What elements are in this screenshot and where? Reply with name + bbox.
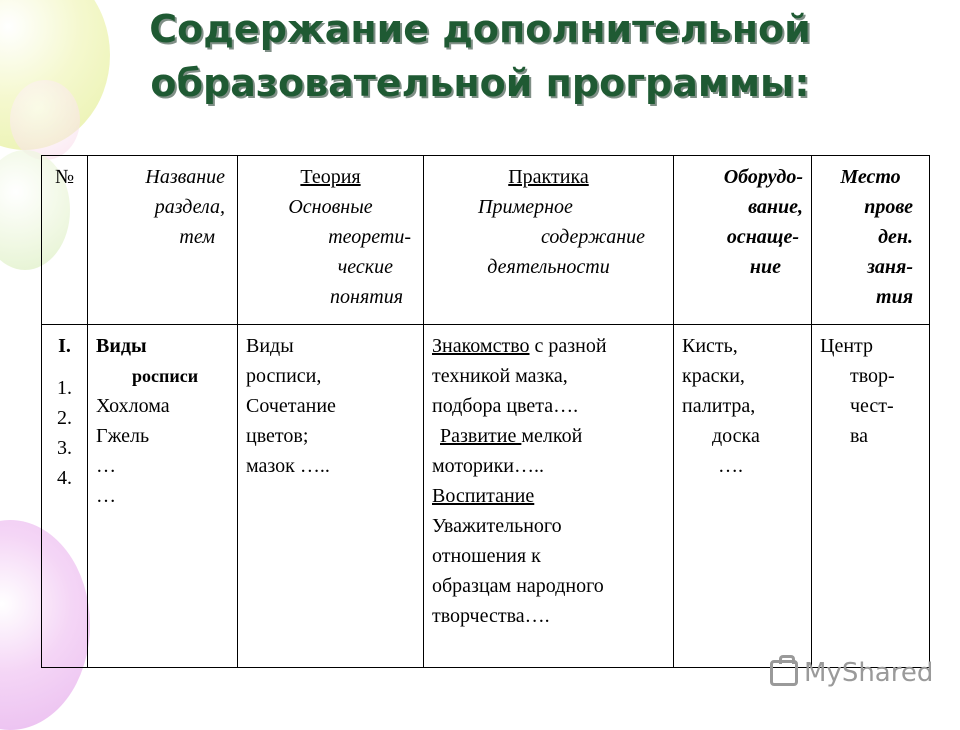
title-line-2: образовательной программы: [150,61,810,105]
table-header-row [42,156,930,325]
cell-equipment: Кисть, краски, палитра, доска …. [674,325,812,668]
header-practice: Практика Примерное содержание деятельности [424,156,674,325]
cell-place: Центр твор- чест- ва [812,325,930,668]
header-section-name: Название раздела, тем [88,156,238,325]
header-number: № [42,156,88,325]
watermark-text: MyShared [804,658,934,688]
cell-number: I. 1. 2. 3. 4. [42,325,88,668]
table-row [42,325,930,668]
header-theory: Теория Основные теорети- ческие понятия [238,156,424,325]
cell-section: Виды росписи Хохлома Гжель … … [88,325,238,668]
header-equipment: Оборудо- вание, оснаще- ние [674,156,812,325]
title-line-1: Содержание дополнительной [149,7,811,51]
header-place: Место прове ден. заня- тия [812,156,930,325]
myshared-watermark [770,656,933,690]
cell-practice: Знакомство с разной техникой мазка, подбора цвета…. Развитие мелкой моторики….. Воспитание Уважительного отношения к образцам народного творчества…. [424,325,674,668]
slide-title [0,2,960,110]
cell-theory: Виды росписи, Сочетание цветов; мазок ….. [238,325,424,668]
program-table [41,155,930,668]
presentation-icon [770,660,798,686]
